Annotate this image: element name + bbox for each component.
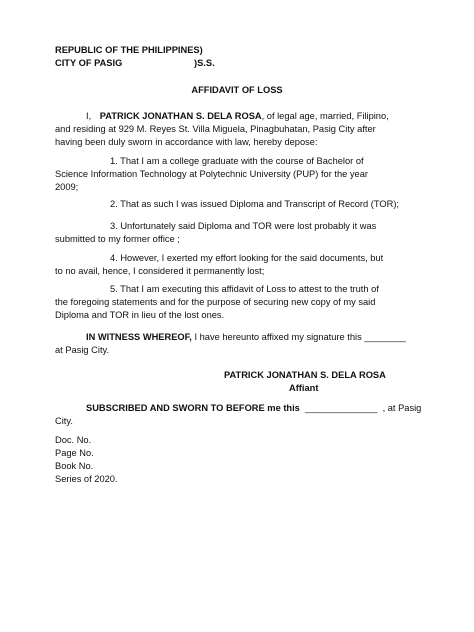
signature-name: PATRICK JONATHAN S. DELA ROSA: [224, 370, 386, 380]
paragraph-5-line-1: 5. That I am executing this affidavit of Loss to attest to the truth of: [110, 284, 379, 294]
intro-line-2: and residing at 929 M. Reyes St. Villa Miguela, Pinagbuhatan, Pasig City after: [55, 124, 376, 134]
intro-line-3: having been duly sworn in accordance with law, hereby depose:: [55, 137, 318, 147]
witness-rest: I have hereunto affixed my signature this ________: [191, 332, 406, 342]
republic-header: REPUBLIC OF THE PHILIPPINES): [55, 45, 203, 55]
book-number: Book No.: [55, 461, 94, 471]
witness-line-1: [86, 331, 406, 344]
witness-line-2: at Pasig City.: [55, 345, 110, 355]
paragraph-1-line-3: 2009;: [55, 182, 79, 192]
witness-heading: IN WITNESS WHEREOF,: [86, 332, 192, 342]
sworn-rest: , at Pasig: [382, 403, 422, 413]
paragraph-5-line-3: Diploma and TOR in lieu of the lost ones.: [55, 310, 225, 320]
page-number: Page No.: [55, 448, 94, 458]
paragraph-3-line-1: 3. Unfortunately said Diploma and TOR were lost probably it was: [110, 221, 377, 231]
paragraph-1-line-1: 1. That I am a college graduate with the course of Bachelor of: [110, 156, 364, 166]
paragraph-2-line-1: 2. That as such I was issued Diploma and Transcript of Record (TOR);: [110, 199, 400, 209]
intro-line-1: [86, 110, 389, 123]
doc-number: Doc. No.: [55, 435, 92, 445]
document-title: AFFIDAVIT OF LOSS: [191, 85, 283, 95]
intro-pronoun: I,: [86, 111, 92, 121]
city-header: CITY OF PASIG: [55, 58, 123, 68]
sworn-date-blank: ______________: [299, 403, 383, 413]
affiant-name: PATRICK JONATHAN S. DELA ROSA: [99, 111, 262, 121]
sworn-line-2: City.: [55, 416, 73, 426]
paragraph-3-line-2: submitted to my former office ;: [55, 234, 180, 244]
series-year: Series of 2020.: [55, 474, 118, 484]
paragraph-4-line-2: to no avail, hence, I considered it permanently lost;: [55, 266, 265, 276]
paragraph-4-line-1: 4. However, I exerted my effort looking for the said documents, but: [110, 253, 384, 263]
paragraph-1-line-2: Science Information Technology at Polytechnic University (PUP) for the year: [55, 169, 368, 179]
intro-line-1-rest: , of legal age, married, Filipino,: [261, 111, 389, 121]
sworn-heading: SUBSCRIBED AND SWORN TO BEFORE me this: [86, 403, 300, 413]
paragraph-5-line-2: the foregoing statements and for the purpose of securing new copy of my said: [55, 297, 376, 307]
ss-header: )S.S.: [194, 58, 215, 68]
sworn-line-1: [86, 402, 421, 415]
signature-role: Affiant: [289, 383, 319, 393]
